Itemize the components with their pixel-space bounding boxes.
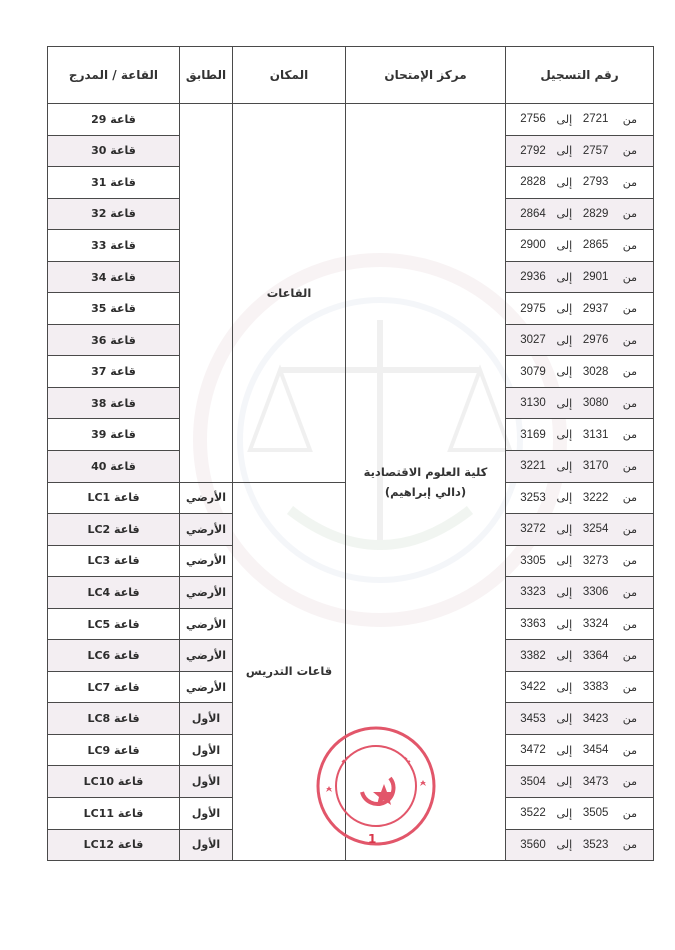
room-cell: قاعة 38: [48, 387, 180, 419]
registration-from: 3505: [582, 807, 609, 820]
place-cell-halls: القاعات: [233, 104, 346, 483]
registration-to: 3027: [520, 334, 546, 347]
registration-range-cell: [506, 798, 654, 830]
registration-from: 3324: [582, 618, 609, 631]
to-label: إلى: [556, 144, 573, 158]
header-registration: رقم التسجيل: [506, 47, 654, 104]
room-cell: قاعة 37: [48, 356, 180, 388]
floor-cell: الأول: [180, 766, 233, 798]
registration-to: 2936: [520, 271, 546, 283]
to-label: إلى: [556, 775, 573, 789]
room-cell: قاعة LC1: [48, 482, 180, 514]
registration-range-cell: [506, 482, 654, 514]
from-label: من: [622, 775, 637, 789]
table-header-row: [48, 47, 654, 104]
to-label: إلى: [556, 806, 573, 820]
registration-to: 2864: [520, 207, 546, 220]
to-label: إلى: [556, 554, 573, 568]
registration-to: 3323: [520, 586, 546, 599]
to-label: إلى: [556, 491, 573, 505]
floor-cell: الأول: [180, 829, 233, 861]
room-cell: قاعة LC12: [48, 829, 180, 861]
room-cell: قاعة LC2: [48, 514, 180, 546]
from-label: من: [622, 175, 637, 189]
registration-from: 3131: [582, 428, 609, 441]
registration-from: 3383: [582, 681, 609, 694]
room-cell: قاعة LC9: [48, 734, 180, 766]
registration-to: 3079: [520, 365, 546, 378]
registration-from: 3080: [582, 397, 609, 410]
school-seal-stamp: [312, 722, 440, 850]
header-room: القاعة / المدرج: [48, 47, 180, 104]
registration-range-cell: [506, 167, 654, 199]
registration-from: 3254: [582, 523, 609, 536]
registration-range-cell: [506, 514, 654, 546]
room-cell: قاعة LC6: [48, 640, 180, 672]
registration-from: 3364: [582, 649, 609, 662]
room-cell: قاعة 35: [48, 293, 180, 325]
to-label: إلى: [556, 270, 573, 284]
floor-cell: الأرضي: [180, 514, 233, 546]
registration-to: 2900: [520, 239, 546, 252]
to-label: إلى: [556, 396, 573, 410]
registration-range-cell: [506, 230, 654, 262]
registration-to: 3305: [520, 554, 546, 567]
from-label: من: [622, 554, 637, 568]
place-cell-classrooms: قاعات التدريس: [233, 482, 346, 861]
registration-to: 3522: [520, 807, 546, 820]
floor-cell: الأرضي: [180, 577, 233, 609]
from-label: من: [622, 522, 637, 536]
floor-cell: الأول: [180, 703, 233, 735]
registration-range-cell: [506, 829, 654, 861]
exam-center-location: (دالي إبراهيم): [384, 485, 467, 500]
registration-range-cell: [506, 104, 654, 136]
registration-range-cell: [506, 703, 654, 735]
registration-range-cell: [506, 198, 654, 230]
registration-range-cell: [506, 387, 654, 419]
from-label: من: [622, 743, 637, 757]
registration-to: 3221: [520, 460, 546, 473]
stamp-number: 1: [368, 832, 377, 846]
registration-range-cell: [506, 671, 654, 703]
from-label: من: [622, 649, 637, 663]
room-cell: قاعة 34: [48, 261, 180, 293]
registration-to: 3253: [520, 491, 546, 504]
room-cell: قاعة LC4: [48, 577, 180, 609]
to-label: إلى: [556, 428, 573, 442]
from-label: من: [622, 680, 637, 694]
from-label: من: [622, 238, 637, 252]
room-cell: قاعة LC5: [48, 608, 180, 640]
registration-to: 3472: [520, 744, 546, 757]
registration-range-cell: [506, 577, 654, 609]
from-label: من: [622, 302, 637, 316]
registration-from: 3423: [582, 712, 609, 725]
registration-from: 3523: [582, 838, 609, 851]
from-label: من: [622, 396, 637, 410]
to-label: إلى: [556, 238, 573, 252]
registration-to: 3169: [520, 428, 546, 441]
registration-range-cell: [506, 734, 654, 766]
room-cell: قاعة LC7: [48, 671, 180, 703]
registration-from: 2793: [582, 176, 609, 189]
from-label: من: [622, 144, 637, 158]
exam-center-name: كلية العلوم الاقتصادية: [363, 465, 488, 480]
header-exam-center: مركز الإمتحان: [346, 47, 506, 104]
registration-to: 2792: [520, 144, 546, 157]
from-label: من: [622, 270, 637, 284]
from-label: من: [622, 585, 637, 599]
registration-from: 2865: [582, 239, 609, 252]
table-row: [48, 104, 654, 136]
to-label: إلى: [556, 459, 573, 473]
floor-cell: الأول: [180, 798, 233, 830]
from-label: من: [622, 838, 637, 852]
to-label: إلى: [556, 712, 573, 726]
registration-from: 2976: [582, 334, 609, 347]
registration-range-cell: [506, 419, 654, 451]
to-label: إلى: [556, 838, 573, 852]
room-cell: قاعة 32: [48, 198, 180, 230]
registration-range-cell: [506, 261, 654, 293]
registration-range-cell: [506, 766, 654, 798]
registration-from: 3454: [582, 744, 609, 757]
registration-from: 2829: [582, 207, 609, 220]
registration-from: 3306: [582, 586, 609, 599]
registration-to: 3272: [520, 523, 546, 536]
registration-to: 3504: [520, 775, 546, 788]
room-cell: قاعة 36: [48, 324, 180, 356]
from-label: من: [622, 491, 637, 505]
from-label: من: [622, 459, 637, 473]
from-label: من: [622, 806, 637, 820]
from-label: من: [622, 617, 637, 631]
from-label: من: [622, 365, 637, 379]
registration-range-cell: [506, 608, 654, 640]
floor-cell: الأرضي: [180, 608, 233, 640]
registration-to: 3560: [520, 838, 546, 851]
registration-range-cell: [506, 451, 654, 483]
header-floor: الطابق: [180, 47, 233, 104]
floor-cell: الأرضي: [180, 482, 233, 514]
registration-from: 2721: [582, 113, 609, 126]
registration-from: 3222: [582, 491, 609, 504]
registration-to: 3382: [520, 649, 546, 662]
registration-range-cell: [506, 356, 654, 388]
from-label: من: [622, 112, 637, 126]
room-cell: قاعة 39: [48, 419, 180, 451]
to-label: إلى: [556, 680, 573, 694]
registration-from: 3170: [582, 460, 609, 473]
registration-to: 3363: [520, 618, 546, 631]
room-cell: قاعة LC8: [48, 703, 180, 735]
room-cell: قاعة LC10: [48, 766, 180, 798]
to-label: إلى: [556, 743, 573, 757]
registration-from: 2757: [582, 144, 609, 157]
registration-to: 3422: [520, 681, 546, 694]
registration-to: 2975: [520, 302, 546, 315]
from-label: من: [622, 333, 637, 347]
to-label: إلى: [556, 207, 573, 221]
registration-range-cell: [506, 324, 654, 356]
from-label: من: [622, 207, 637, 221]
to-label: إلى: [556, 649, 573, 663]
to-label: إلى: [556, 585, 573, 599]
registration-from: 2901: [582, 271, 609, 283]
floor-cell: الأول: [180, 734, 233, 766]
floor-cell: الأرضي: [180, 671, 233, 703]
to-label: إلى: [556, 175, 573, 189]
registration-from: 2937: [582, 302, 609, 315]
to-label: إلى: [556, 112, 573, 126]
room-cell: قاعة LC3: [48, 545, 180, 577]
room-cell: قاعة 29: [48, 104, 180, 136]
room-cell: قاعة 30: [48, 135, 180, 167]
registration-from: 3273: [582, 554, 609, 567]
registration-range-cell: [506, 293, 654, 325]
to-label: إلى: [556, 302, 573, 316]
room-cell: قاعة 31: [48, 167, 180, 199]
registration-to: 2828: [520, 176, 546, 189]
to-label: إلى: [556, 333, 573, 347]
from-label: من: [622, 428, 637, 442]
registration-to: 3453: [520, 712, 546, 725]
registration-to: 3130: [520, 397, 546, 410]
room-cell: قاعة 33: [48, 230, 180, 262]
room-cell: قاعة 40: [48, 451, 180, 483]
from-label: من: [622, 712, 637, 726]
header-place: المكان: [233, 47, 346, 104]
registration-from: 3473: [582, 775, 609, 788]
to-label: إلى: [556, 365, 573, 379]
room-cell: قاعة LC11: [48, 798, 180, 830]
registration-range-cell: [506, 640, 654, 672]
registration-to: 2756: [520, 113, 546, 126]
floor-cell: الأرضي: [180, 640, 233, 672]
registration-from: 3028: [582, 365, 609, 378]
to-label: إلى: [556, 617, 573, 631]
to-label: إلى: [556, 522, 573, 536]
floor-cell: الأرضي: [180, 545, 233, 577]
floor-cell-empty: [180, 104, 233, 483]
registration-range-cell: [506, 135, 654, 167]
registration-range-cell: [506, 545, 654, 577]
